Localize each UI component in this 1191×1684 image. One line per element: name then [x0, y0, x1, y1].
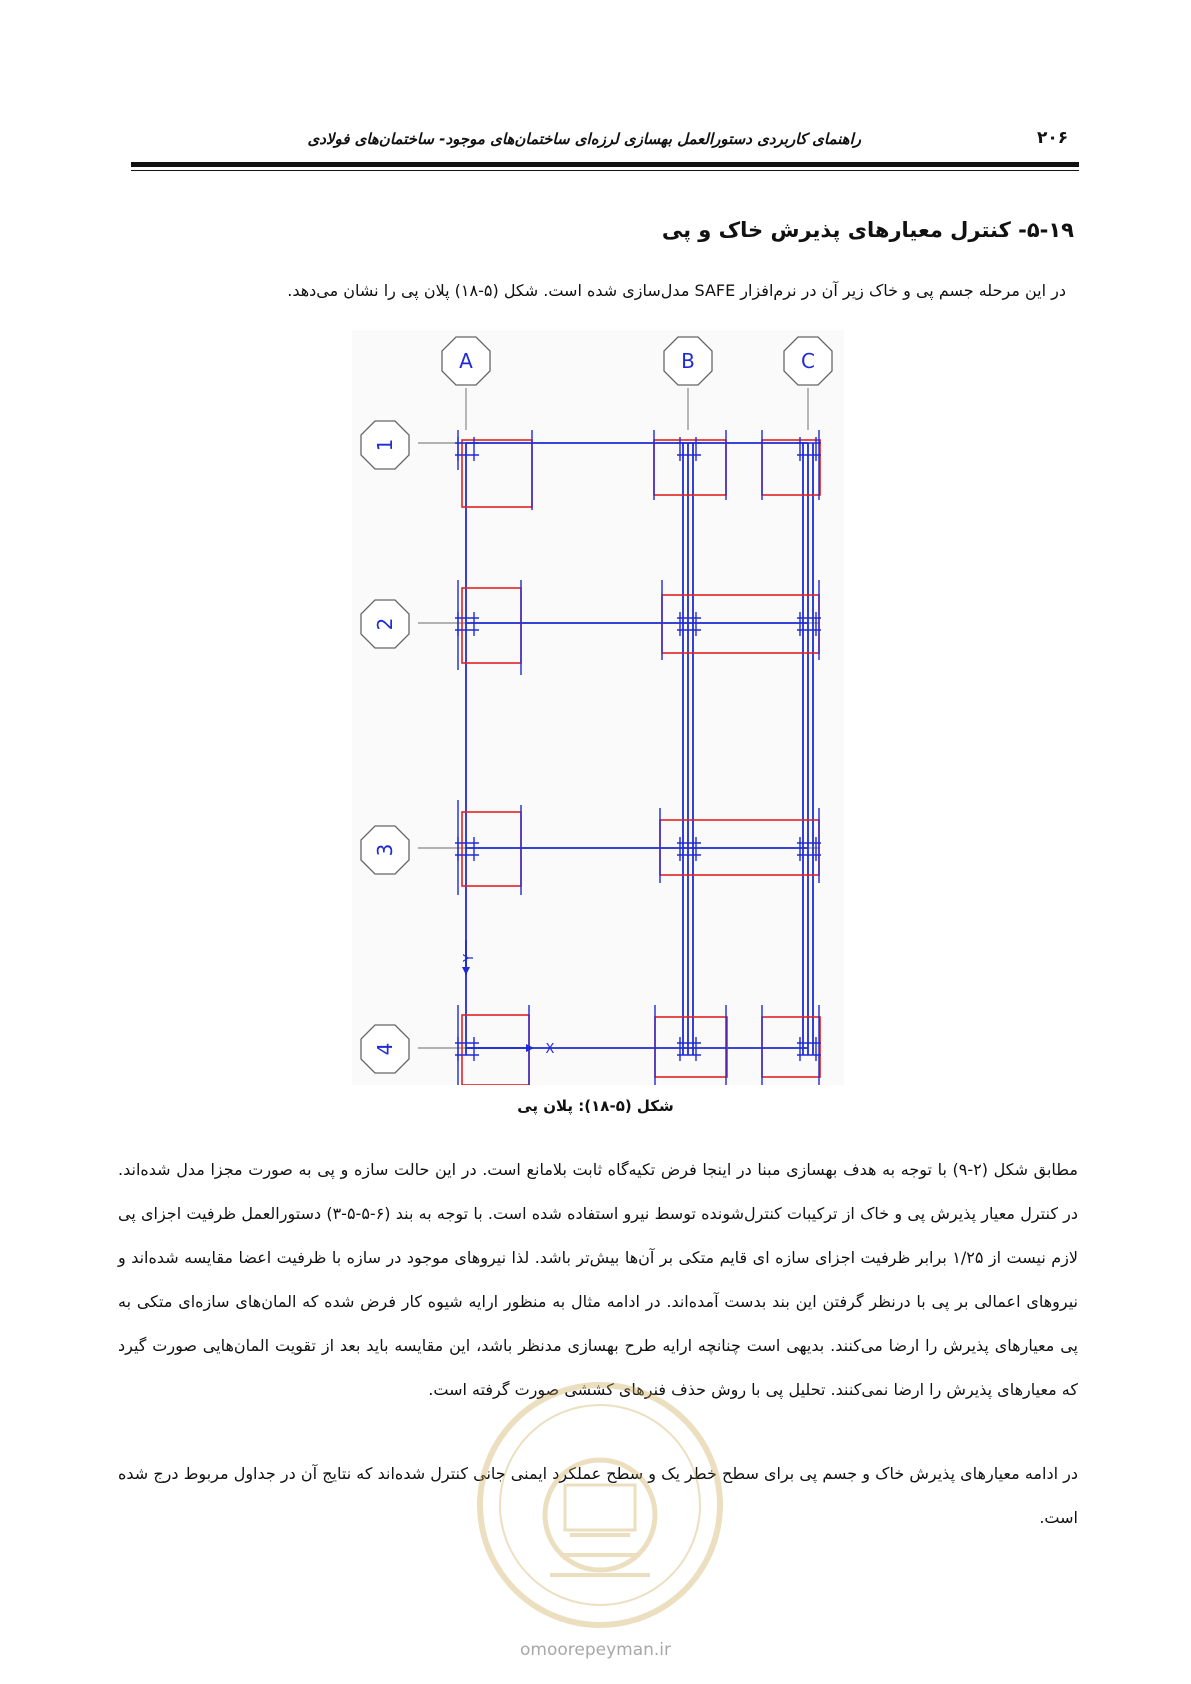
section-title: ۵-۱۹- کنترل معیارهای پذیرش خاک و پی [661, 218, 1074, 242]
foundation-plan-figure [352, 330, 844, 1085]
axis-label-y: Y [462, 954, 477, 962]
foundation-plan-drawing [352, 330, 844, 1085]
publisher-seal-watermark [470, 1375, 730, 1635]
page-number: ۲۰۶ [1037, 128, 1069, 148]
axis-label-x: X [545, 1042, 555, 1057]
grid-lines [418, 388, 820, 1048]
grid-label-4: 4 [373, 1042, 397, 1056]
grid-label-2: 2 [373, 617, 397, 631]
footings [462, 440, 820, 1085]
grid-label-1: 1 [373, 438, 397, 452]
header-rule-thin [131, 170, 1079, 171]
strap-beams [466, 443, 813, 1055]
body-paragraph-2: در ادامه معیارهای پذیرش خاک و جسم پی برای سطح خطر یک و سطح عملکرد ایمنی جانی کنترل شده‌اند که نتایج آن در جداول مربوط درج شده است. [118, 1464, 1078, 1527]
column-ticks [455, 430, 821, 1085]
grid-label-3: 3 [373, 843, 397, 857]
running-header-title: راهنمای کاربردی دستورالعمل بهسازی لرزه‌ای ساختمان‌های موجود- ساختمان‌های فولادی [307, 130, 861, 148]
grid-label-a: A [459, 349, 473, 373]
intro-paragraph: در این مرحله جسم پی و خاک زیر آن در نرم‌افزار SAFE مدل‌سازی شده است. شکل (۵-۱۸) پلان پی را نشان می‌دهد. [287, 281, 1066, 300]
grid-label-b: B [681, 349, 695, 373]
header-rule-thick [131, 162, 1079, 167]
figure-caption: شکل (۵-۱۸): پلان پی [517, 1097, 674, 1115]
body-paragraph-1: مطابق شکل (۲-۹) با توجه به هدف بهسازی مبنا در اینجا فرض تکیه‌گاه ثابت بلامانع است. در این حالت سازه و پی به صورت مجزا مدل شده‌اند. در کنترل معیار پذیرش پی و خاک از ترکیبات کنترل‌شونده توسط نیرو استفاده شده است. با توجه به بند (۶-۵-۵-۳) دستورالعمل ظرفیت اجزای پی لازم نیست از ۱/۲۵ برابر ظرفیت اجزای سازه ای قایم متکی بر آن‌ها بیش‌تر باشد. لذا نیروهای موجود در سازه با ظرفیت اعضا مقایسه شده‌اند و نیروهای اعمالی بر پی با درنظر گرفتن این بند بدست آمده‌اند. در ادامه مثال به منظور ارایه شیوه کار فرض شده که المان‌های سازه‌ای متکی به پی معیارهای پذیرش را ارضا می‌کنند. بدیهی است چنانچه ارایه طرح بهسازی مدنظر باشد، این مقایسه باید بعد از تقویت المان‌هایی صورت گیرد که معیارهای پذیرش را ارضا نمی‌کنند. تحلیل پی با روش حذف فنرهای کششی صورت گرفته است. [118, 1160, 1079, 1399]
watermark-site: omoorepeyman.ir [519, 1640, 672, 1660]
seal-icon [470, 1375, 730, 1635]
grid-label-c: C [801, 349, 815, 373]
